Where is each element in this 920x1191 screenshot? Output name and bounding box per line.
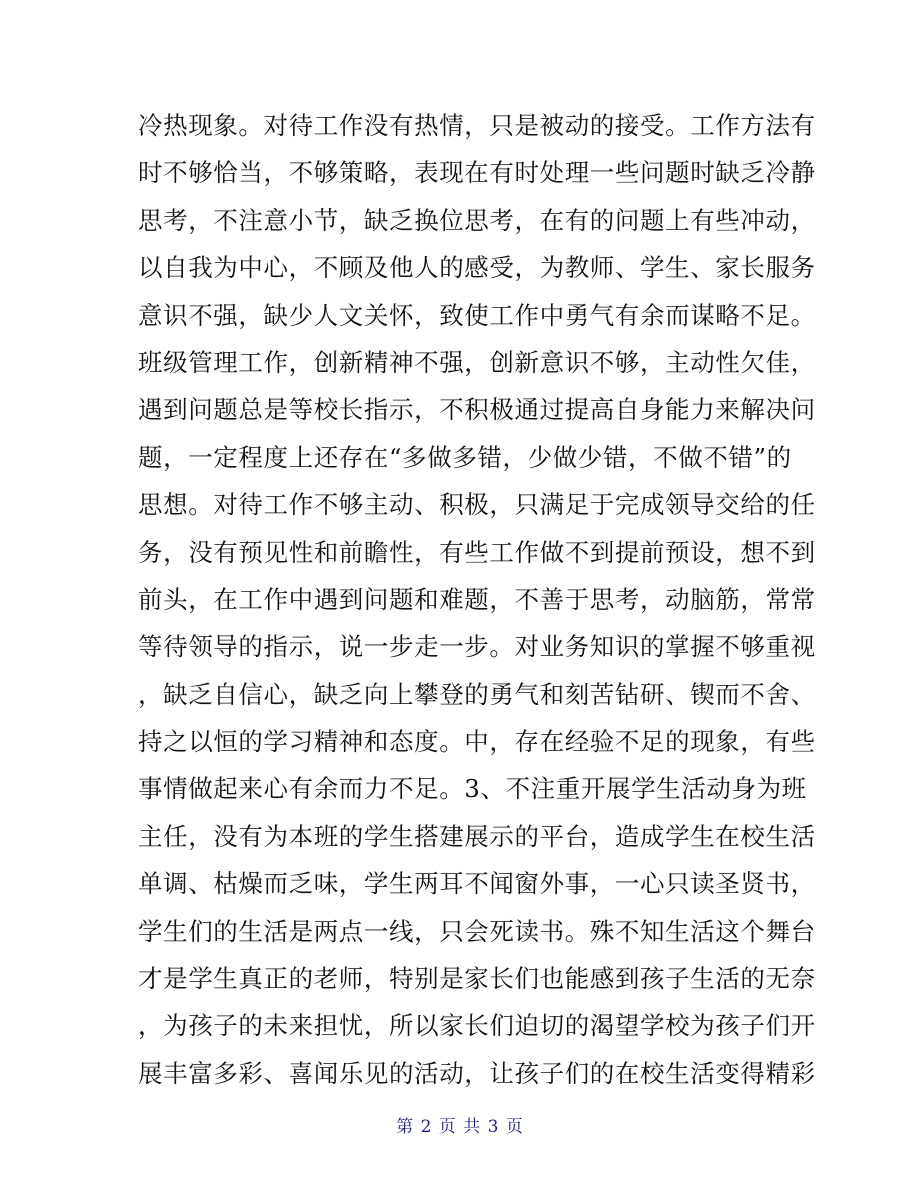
text-line: 题，一定程度上还存在“多做多错，少做少错，不做不错”的: [138, 442, 792, 472]
text-line: 前头，在工作中遇到问题和难题，不善于思考，动脑筋，常常: [138, 584, 816, 614]
text-line: 班级管理工作，创新精神不强，创新意识不够，主动性欠佳，: [138, 347, 816, 377]
text-line: 主任，没有为本班的学生搭建展示的平台，造成学生在校生活: [138, 821, 816, 851]
text-line: 学生们的生活是两点一线，只会死读书。殊不知生活这个舞台: [138, 916, 816, 946]
text-line: ，为孩子的未来担忧，所以家长们迫切的渴望学校为孩子们开: [138, 1011, 816, 1041]
text-line: 意识不强，缺少人文关怀，致使工作中勇气有余而谋略不足。: [138, 300, 816, 330]
text-line: 展丰富多彩、喜闻乐见的活动，让孩子们的在校生活变得精彩: [138, 1058, 816, 1088]
text-line: 遇到问题总是等校长指示，不积极通过提高自身能力来解决问: [138, 395, 816, 425]
body-text: [138, 102, 816, 1097]
text-line: 以自我为中心，不顾及他人的感受，为教师、学生、家长服务: [138, 253, 816, 283]
text-line: 才是学生真正的老师，特别是家长们也能感到孩子生活的无奈: [138, 964, 816, 994]
text-line: 冷热现象。对待工作没有热情，只是被动的接受。工作方法有: [138, 111, 816, 140]
text-line: 事情做起来心有余而力不足。3、不注重开展学生活动身为班: [138, 774, 807, 804]
text-line: 等待领导的指示，说一步走一步。对业务知识的掌握不够重视: [138, 632, 816, 662]
text-line: 时不够恰当，不够策略，表现在有时处理一些问题时缺乏冷静: [138, 158, 816, 188]
text-line: 思考，不注意小节，缺乏换位思考，在有的问题上有些冲动，: [138, 205, 816, 235]
page-footer: 第 2 页 共 3 页: [396, 1117, 524, 1137]
text-line: 持之以恒的学习精神和态度。中，存在经验不足的现象，有些: [138, 727, 816, 757]
text-line: 务，没有预见性和前瞻性，有些工作做不到提前预设，想不到: [138, 537, 816, 567]
text-line: 单调、枯燥而乏味，学生两耳不闻窗外事，一心只读圣贤书，: [138, 869, 816, 899]
text-line: 思想。对待工作不够主动、积极，只满足于完成领导交给的任: [138, 490, 816, 520]
text-line: ，缺乏自信心，缺乏向上攀登的勇气和刻苦钻研、锲而不舍、: [138, 679, 816, 709]
